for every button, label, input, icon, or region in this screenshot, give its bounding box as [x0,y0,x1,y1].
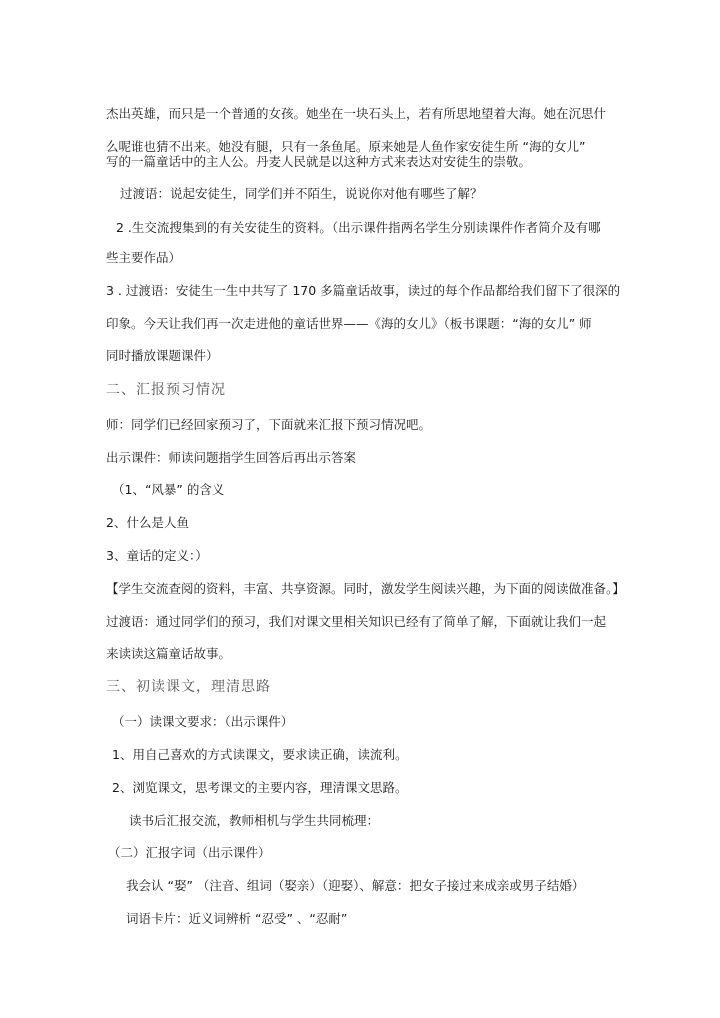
paragraph-line: 印象。今天让我们再一次走进他的童话世界——《海的女儿》（板书课题：“海的女儿” 师 [106,315,592,331]
list-item: 3、童话的定义：） [106,547,208,563]
list-item: 2、浏览课文，思考课文的主要内容，理清课文思路。 [112,779,408,795]
sub-heading: （二）汇报字词（出示课件） [108,844,271,860]
paragraph-line: 过渡语：说起安徒生，同学们并不陌生，说说你对他有哪些了解？ [120,185,483,201]
paragraph-line: 出示课件：师读问题指学生回答后再出示答案 [106,449,357,465]
paragraph-line: 读书后汇报交流，教师相机与学生共同梳理： [129,812,380,828]
paragraph-line: 过渡语：通过同学们的预习，我们对课文里相关知识已经有了简单了解，下面就让我们一起 [106,613,607,629]
section-heading: 二、汇报预习情况 [106,382,226,398]
paragraph-line: 2 .生交流搜集到的有关安徒生的资料。（出示课件指两名学生分别读课件作者简介及有哪 [116,219,601,235]
paragraph-line: 词语卡片：近义词辨析 “忍受” 、“忍耐” [126,910,348,926]
paragraph-line: 写的一篇童话中的主人公。丹麦人民就是以这种方式来表达对安徒生的崇敬。 [106,153,532,169]
paragraph-line: 么呢谁也猜不出来。她没有腿，只有一条鱼尾。原来她是人鱼作家安徒生所 “海的女儿” [106,138,586,154]
paragraph-line: 同时播放课题课件） [106,347,219,363]
paragraph-line: 师：同学们已经回家预习了，下面就来汇报下预习情况吧。 [106,416,432,432]
section-heading: 三、初读课文，理清思路 [106,679,271,695]
list-item: 1、用自己喜欢的方式读课文，要求读正确，读流利。 [112,746,408,762]
paragraph-line: 些主要作品） [106,249,182,265]
paragraph-line: 3 . 过渡语：安徒生一生中共写了 170 多篇童话故事，读过的每个作品都给我们留下了很深的 [106,282,621,298]
paragraph-line: 我会认 “娶” （注音、组词（娶亲）（迎娶）、解意：把女子接过来成亲或男子结婚） [126,877,585,893]
list-item: （1、“风暴” 的含义 [112,481,225,497]
sub-heading: （一）读课文要求：（出示课件） [112,713,294,729]
list-item: 2、什么是人鱼 [106,514,189,530]
paragraph-line: 来读读这篇童话故事。 [106,645,232,661]
paragraph-line: 杰出英雄，而只是一个普通的女孩。她坐在一块石头上，若有所思地望着大海。她在沉思什 [106,105,607,121]
paragraph-line: 【学生交流查阅的资料，丰富、共享资源。同时，激发学生阅读兴趣，为下面的阅读做准备。】 [106,580,625,596]
